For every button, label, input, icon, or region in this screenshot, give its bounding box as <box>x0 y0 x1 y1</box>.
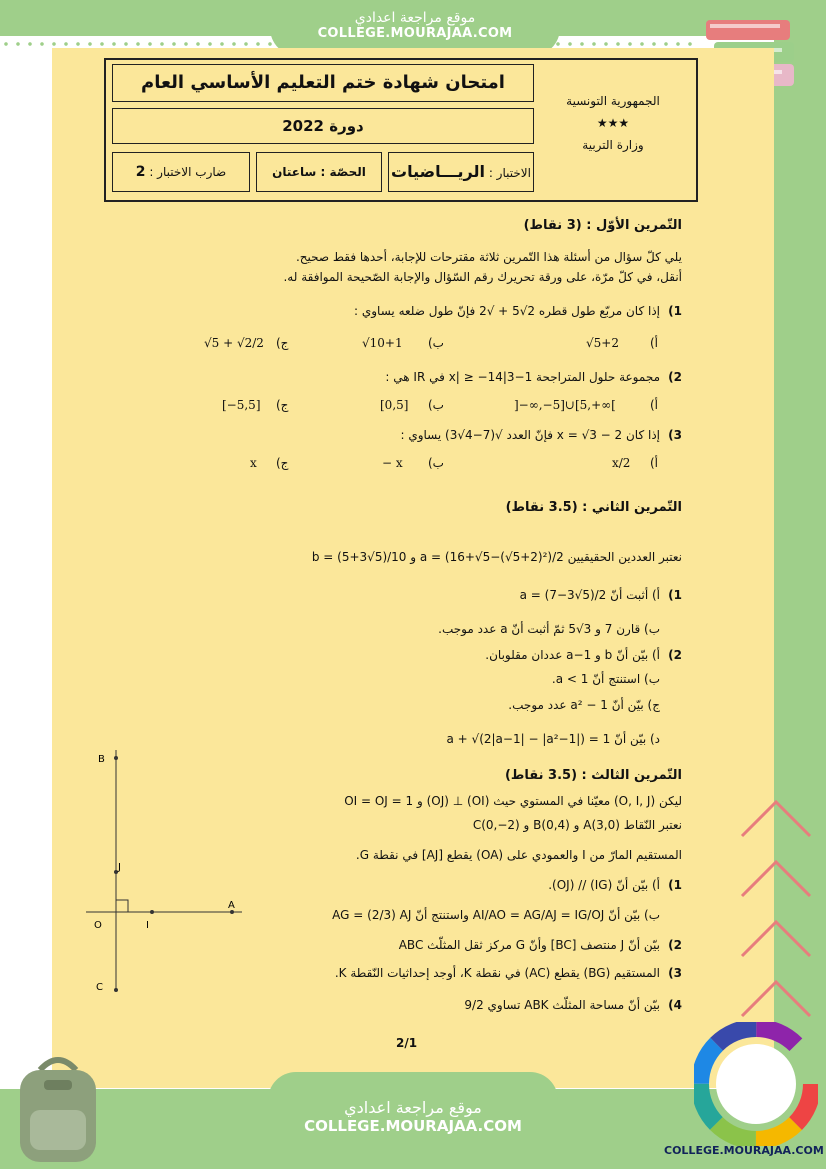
fig-label-c: C <box>96 982 103 993</box>
ex1-q1-c-label: ج) <box>276 336 289 350</box>
ex3-l3: المستقيم المارّ من I والعمودي على (OA) يقطع [AJ] في نقطة G. <box>355 848 682 862</box>
duration: الحصّة : ساعتان <box>272 165 366 179</box>
ex1-q3-c-label: ج) <box>276 456 289 470</box>
ex3-q4: بيّن أنّ مساحة المثلّث ABK تساوي 9/2 <box>464 998 660 1012</box>
site-domain: COLLEGE.MOURAJAA.COM <box>317 26 513 41</box>
ex1-q1-a: √5+2 <box>586 336 619 350</box>
ex2-intro: نعتبر العددين الحقيقيين a = (16+√5−(√5+2)²)/2 و b = (5+3√5)/10 <box>311 550 682 564</box>
ex1-q2-b-label: ب) <box>428 398 444 412</box>
ex3-q2: بيّن أنّ J منتصف [BC] وأنّ G مركز ثقل المثلّث ABC <box>398 938 660 952</box>
ex2-q2c: ج) بيّن أنّ 1 − a² عدد موجب. <box>508 698 660 712</box>
duration-box <box>256 152 382 192</box>
site-logo-icon <box>694 1022 818 1146</box>
ex1-q2-number: 2) <box>668 370 682 384</box>
ex2-q1a: أ) أثبت أنّ a = (7−3√5)/2 <box>519 588 660 602</box>
site-name: موقع مراجعة اعدادي <box>354 10 476 26</box>
ex1-q1-a-label: أ) <box>650 336 659 350</box>
ex1-q1: إذا كان مربّع طول قطره 2√5 + √2 فإنّ طول ضلعه يساوي : <box>354 304 660 318</box>
ex1-q1-b-label: ب) <box>428 336 444 350</box>
ex1-q2-c: [−5,5] <box>222 398 261 412</box>
exam-title: امتحان شهادة ختم التعليم الأساسي العام <box>141 72 505 93</box>
ex3-q1-number: 1) <box>668 878 682 892</box>
ex3-q1b: ب) بيّن أنّ AI/AO = AG/AJ = IG/OJ واستنتج أنّ AG = (2/3) AJ <box>332 908 660 922</box>
ex2-q2-number: 2) <box>668 648 682 662</box>
ex2-title: التّمرين الثاني : (3.5 نقاط) <box>505 500 682 515</box>
subject: الريـــاضيات <box>391 162 485 181</box>
ex1-q3-b: − x <box>382 456 403 470</box>
ex1-q2-b: [0,5] <box>380 398 409 412</box>
subject-label: الاختبار : <box>488 166 531 180</box>
exercise3-figure <box>82 740 252 1000</box>
ex1-q2-a-label: أ) <box>650 398 659 412</box>
ex1-q3-c: x <box>250 456 257 470</box>
ministry-box <box>540 64 686 190</box>
ex2-q2d: د) بيّن أنّ a + √(2|a−1| − |a²−1|) = 1 <box>446 732 660 746</box>
chevrons-decoration <box>736 796 816 1036</box>
ex1-q2: مجموعة حلول المتراجحة 1−3|x| ≥ −14 في IR هي : <box>385 370 660 384</box>
session-box <box>112 108 534 144</box>
ex3-q4-number: 4) <box>668 998 682 1012</box>
ex2-q2a: أ) بيّن أنّ b و 1−a عددان مقلوبان. <box>485 648 660 662</box>
ex2-q1b: ب) قارن 7 و 3√5 ثمّ أثبت أنّ a عدد موجب. <box>438 622 660 636</box>
country: الجمهورية التونسية <box>566 94 660 108</box>
ex1-q3-number: 3) <box>668 428 682 442</box>
coefficient-box <box>112 152 250 192</box>
ex3-q3: المستقيم (BG) يقطع (AC) في نقطة K، أوجد إحداثيات النّقطة K. <box>334 966 660 980</box>
ex1-title: التّمرين الأوّل : (3 نقاط) <box>523 218 682 233</box>
subject-box <box>388 152 534 192</box>
exam-title-box <box>112 64 534 102</box>
stars: ★★★ <box>596 116 630 130</box>
ex3-q3-number: 3) <box>668 966 682 980</box>
site-domain-bottom: COLLEGE.MOURAJAA.COM <box>304 1117 522 1135</box>
site-name-bottom: موقع مراجعة اعدادي <box>344 1098 482 1117</box>
ex1-intro1: يلي كلّ سؤال من أسئلة هذا التّمرين ثلاثة مقترحات للإجابة، أحدها فقط صحيح. <box>295 250 682 264</box>
ex3-q1a: أ) بيّن أنّ (IG) // (OJ). <box>548 878 660 892</box>
fig-label-o: O <box>94 920 102 931</box>
fig-label-j: J <box>118 862 121 873</box>
ex1-q3-a-label: أ) <box>650 456 659 470</box>
ex2-q1-number: 1) <box>668 588 682 602</box>
fig-label-a: A <box>228 900 235 911</box>
ex1-intro2: أنقل، في كلّ مرّة، على ورقة تحريرك رقم السّؤال والإجابة الصّحيحة الموافقة له. <box>283 270 682 284</box>
fig-label-b: B <box>98 754 105 765</box>
ex3-l1: ليكن (O, I, J) معيّنا في المستوي حيث (OI) ⊥ (OJ) و OI = OJ = 1 <box>344 794 682 808</box>
ministry: وزارة التربية <box>582 138 644 152</box>
ex1-q2-a: ]−∞,−5]∪[5,+∞[ <box>514 398 616 412</box>
ex1-q3-a: x/2 <box>612 456 631 470</box>
ex1-q3-b-label: ب) <box>428 456 444 470</box>
ex1-q1-b: √10+1 <box>362 336 403 350</box>
ex1-q3: إذا كان x = √3 − 2 فإنّ العدد √(7−4√3) يساوي : <box>400 428 660 442</box>
fig-label-i: I <box>146 920 149 931</box>
ex3-l2: نعتبر النّقاط A(3,0) و B(0,4) و C(0,−2) <box>472 818 682 832</box>
logo-domain: COLLEGE.MOURAJAA.COM <box>664 1144 824 1157</box>
ex2-q2b: ب) استنتج أنّ a < 1. <box>551 672 660 686</box>
session: دورة 2022 <box>282 117 364 135</box>
site-badge-bottom[interactable] <box>268 1072 558 1169</box>
page-number: 2/1 <box>396 1036 418 1050</box>
ex3-title: التّمرين الثالث : (3.5 نقاط) <box>504 768 682 783</box>
coefficient: 2 <box>135 164 146 180</box>
ex1-q2-c-label: ج) <box>276 398 289 412</box>
coefficient-label: ضارب الاختبار : <box>149 165 227 179</box>
ex1-q1-c: √5 + √2/2 <box>204 336 264 350</box>
backpack-icon <box>4 1054 112 1166</box>
ex1-q1-number: 1) <box>668 304 682 318</box>
ex3-q2-number: 2) <box>668 938 682 952</box>
